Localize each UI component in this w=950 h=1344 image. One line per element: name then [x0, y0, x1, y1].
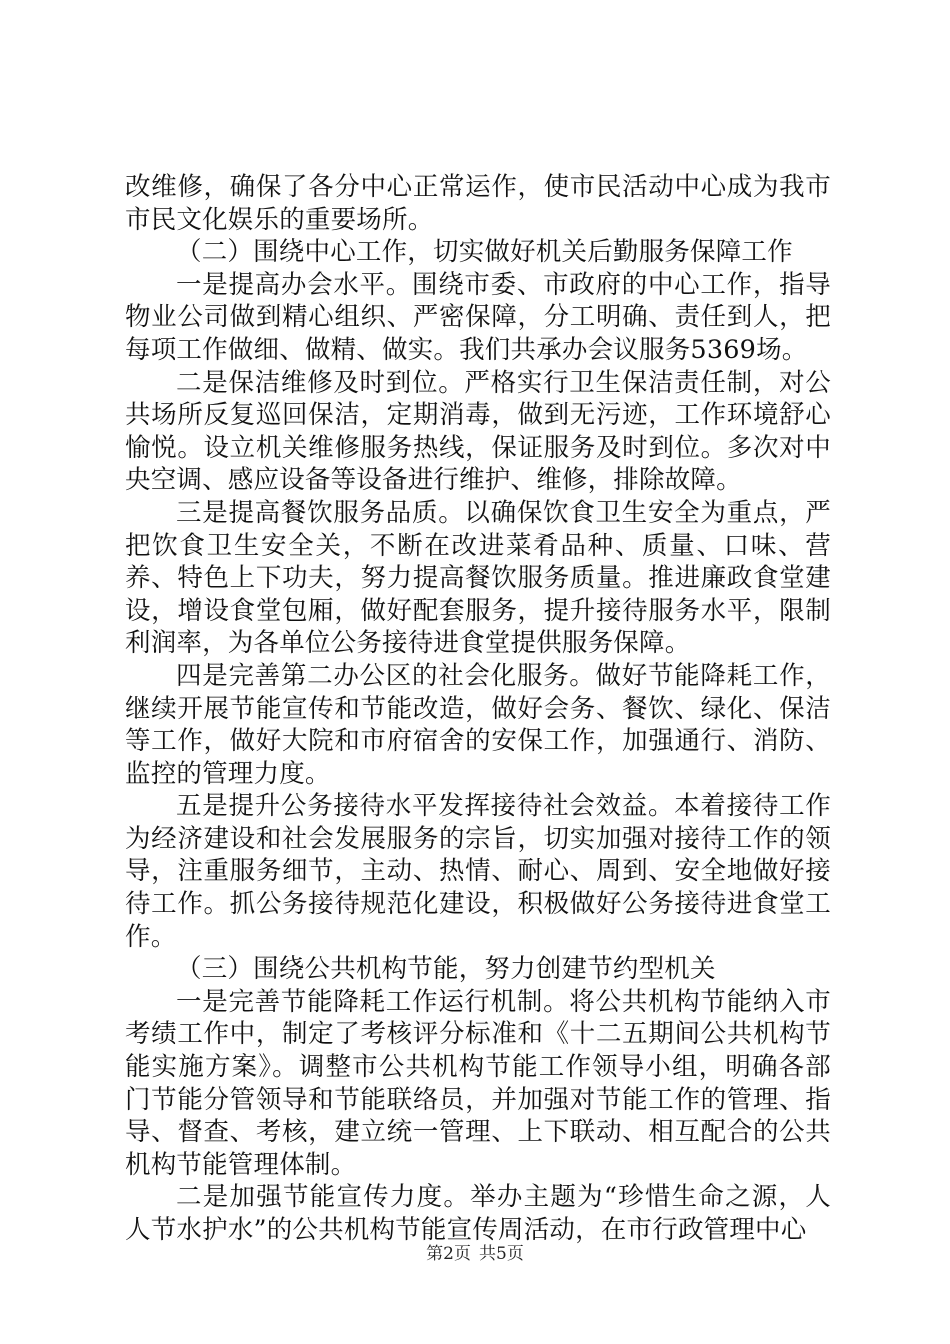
page-number: 第2页	[426, 1244, 471, 1264]
document-body	[125, 171, 831, 1247]
paragraph-energy-mechanism: 一是完善节能降耗工作运行机制。将公共机构节能纳入市考绩工作中，制定了考核评分标准和《十二五期间公共机构节能实施方案》。调整市公共机构节能工作领导小组，明确各部门节能分管领导和节能联络员，并加强对节能工作的管理、指导、督查、考核，建立统一管理、上下联动、相互配合的公共机构节能管理体制。	[125, 986, 831, 1180]
section-heading-3: （三）围绕公共机构节能，努力创建节约型机关	[176, 954, 716, 985]
paragraph-catering-service: 三是提高餐饮服务品质。以确保饮食卫生安全为重点，严把饮食卫生安全关，不断在改进菜肴品种、质量、口味、营养、特色上下功夫，努力提高餐饮服务质量。推进廉政食堂建设，增设食堂包厢，做好配套服务，提升接待服务水平，限制利润率，为各单位公务接待进食堂提供服务保障。	[125, 497, 831, 659]
page-footer	[0, 1244, 950, 1264]
paragraph-meeting-service: 一是提高办会水平。围绕市委、市政府的中心工作，指导物业公司做到精心组织、严密保障，分工明确、责任到人，把每项工作做细、做精、做实。我们共承办会议服务5369场。	[125, 269, 831, 365]
paragraph-continuation: 改维修，确保了各分中心正常运作，使市民活动中心成为我市市民文化娱乐的重要场所。	[125, 172, 831, 235]
paragraph-official-reception: 五是提升公务接待水平发挥接待社会效益。本着接待工作为经济建设和社会发展服务的宗旨，切实加强对接待工作的领导，注重服务细节，主动、热情、耐心、周到、安全地做好接待工作。抓公务接待规范化建设，积极做好公务接待进食堂工作。	[125, 791, 831, 952]
page-total: 共5页	[479, 1244, 524, 1264]
paragraph-energy-publicity: 二是加强节能宣传力度。举办主题为“珍惜生命之源，人人节水护水”的公共机构节能宣传周活动，在市行政管理中心	[125, 1182, 831, 1245]
section-heading-2: （二）围绕中心工作，切实做好机关后勤服务保障工作	[176, 237, 793, 268]
paragraph-cleaning-maintenance: 二是保洁维修及时到位。严格实行卫生保洁责任制，对公共场所反复巡回保洁，定期消毒，做到无污迹，工作环境舒心愉悦。设立机关维修服务热线，保证服务及时到位。多次对中央空调、感应设备等设备进行维护、维修，排除故障。	[125, 367, 831, 496]
paragraph-second-office-area: 四是完善第二办公区的社会化服务。做好节能降耗工作，继续开展节能宣传和节能改造，做好会务、餐饮、绿化、保洁等工作，做好大院和市府宿舍的安保工作，加强通行、消防、监控的管理力度。	[125, 660, 831, 789]
